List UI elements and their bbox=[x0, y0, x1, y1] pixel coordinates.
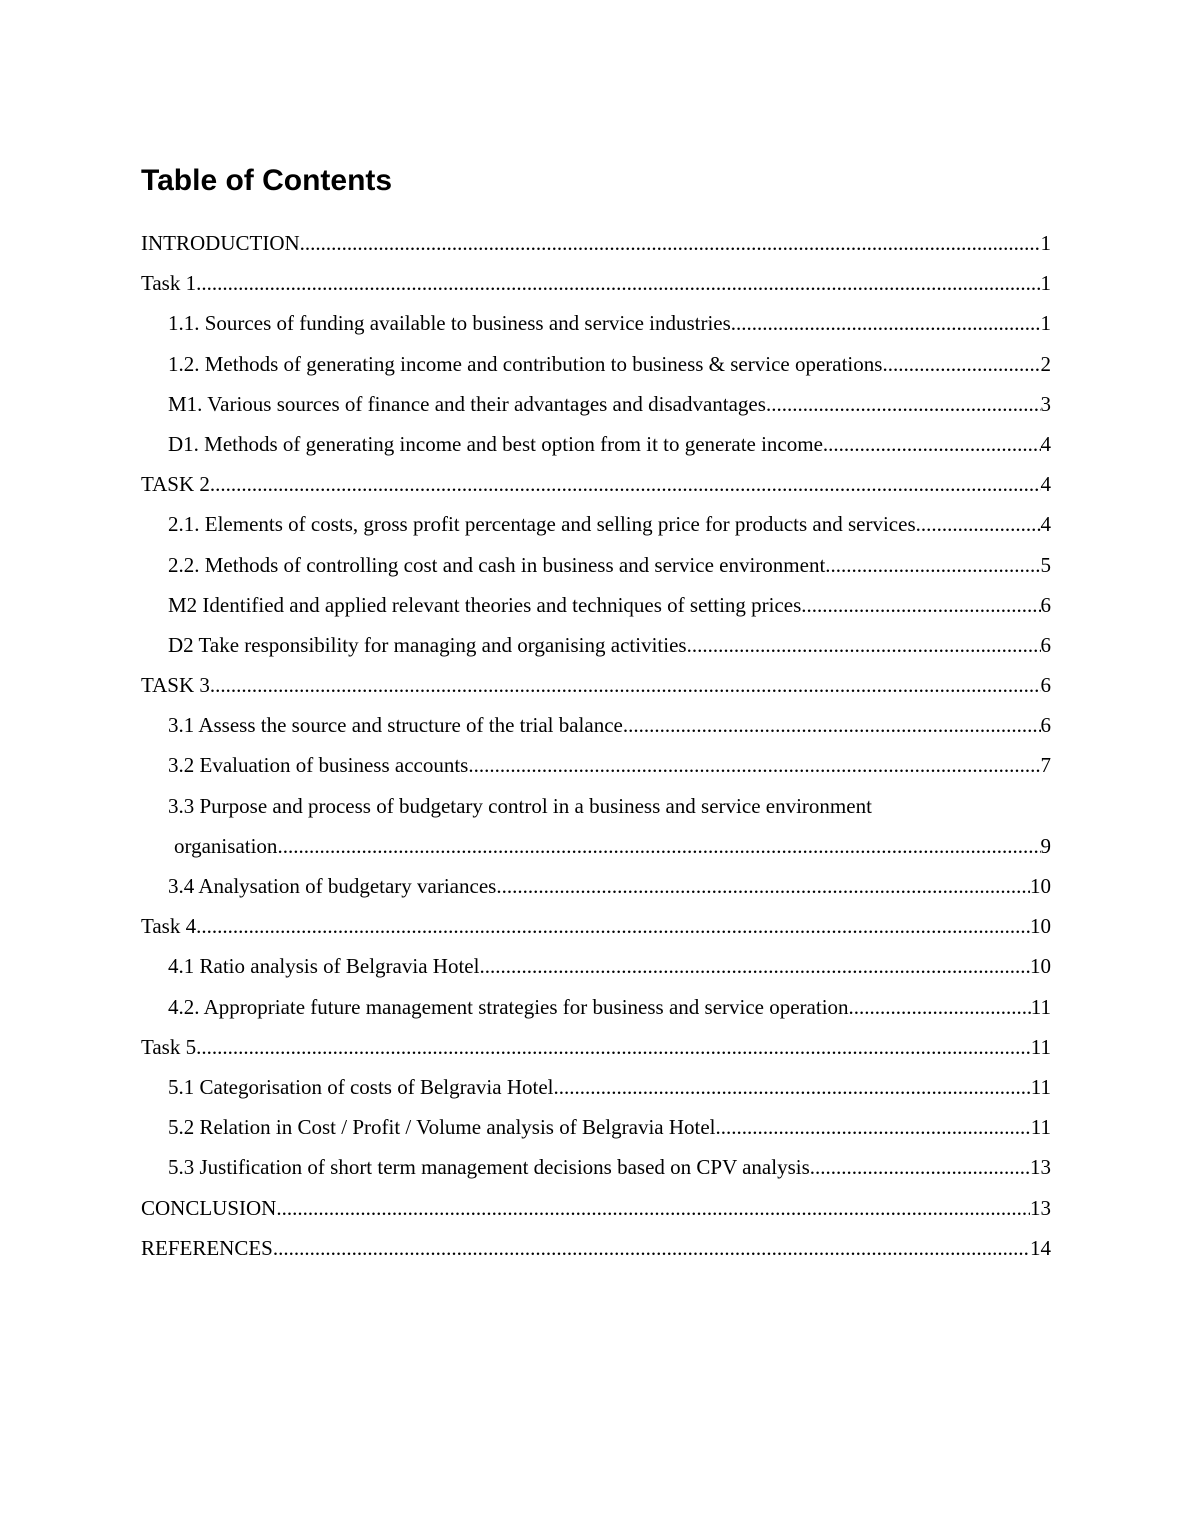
toc-entry-text: D2 Take responsibility for managing and organising activities bbox=[168, 632, 687, 657]
dot-leader bbox=[716, 1107, 1031, 1147]
toc-entry[interactable] bbox=[141, 223, 1051, 263]
toc-entry[interactable] bbox=[141, 745, 1051, 785]
dot-leader bbox=[276, 1188, 1030, 1228]
toc-entry-text: TASK 3 bbox=[141, 673, 210, 698]
toc-page-number: 10 bbox=[1030, 874, 1051, 899]
toc-page-number: 3 bbox=[1040, 391, 1051, 416]
toc-entry[interactable] bbox=[141, 906, 1051, 946]
toc-page-number: 6 bbox=[1040, 673, 1051, 698]
dot-leader bbox=[496, 866, 1030, 906]
toc-entry[interactable] bbox=[141, 424, 1051, 464]
toc-entry-text: 4.2. Appropriate future management strategies for business and service operation bbox=[168, 994, 849, 1019]
toc-entry-text: 4.1 Ratio analysis of Belgravia Hotel bbox=[168, 954, 480, 979]
toc-page-number: 6 bbox=[1040, 713, 1051, 738]
toc-page-number: 4 bbox=[1040, 431, 1051, 456]
toc-entry-text: TASK 2 bbox=[141, 472, 210, 497]
dot-leader bbox=[849, 987, 1031, 1027]
toc-entry[interactable] bbox=[141, 705, 1051, 745]
toc-entry-text: CONCLUSION bbox=[141, 1195, 277, 1220]
toc-entry[interactable] bbox=[141, 344, 1051, 384]
toc-page-number: 2 bbox=[1040, 351, 1051, 376]
toc-entry[interactable] bbox=[141, 1027, 1051, 1067]
dot-leader bbox=[210, 464, 1041, 504]
toc-entry-text: 5.3 Justification of short term management decisions based on CPV analysis bbox=[168, 1155, 810, 1180]
toc-entry[interactable] bbox=[141, 866, 1051, 906]
toc-page-number: 13 bbox=[1030, 1195, 1051, 1220]
dot-leader bbox=[823, 424, 1041, 464]
toc-list bbox=[141, 223, 1051, 1268]
toc-entry-text: 3.2 Evaluation of business accounts bbox=[168, 753, 469, 778]
toc-page-number: 1 bbox=[1040, 271, 1051, 296]
toc-entry[interactable] bbox=[141, 665, 1051, 705]
toc-page-number: 9 bbox=[1040, 833, 1051, 858]
toc-entry[interactable] bbox=[141, 1228, 1051, 1268]
toc-entry-text: 2.2. Methods of controlling cost and cash in business and service environment bbox=[168, 552, 826, 577]
toc-page-number: 10 bbox=[1030, 954, 1051, 979]
toc-page-number: 11 bbox=[1030, 994, 1051, 1019]
toc-entry[interactable] bbox=[141, 545, 1051, 585]
toc-entry-text: D1. Methods of generating income and best option from it to generate income bbox=[168, 431, 823, 456]
toc-entry-text-continued: organisation bbox=[174, 833, 278, 858]
dot-leader bbox=[273, 1228, 1030, 1268]
dot-leader bbox=[731, 303, 1041, 343]
toc-entry[interactable] bbox=[141, 263, 1051, 303]
toc-entry[interactable] bbox=[141, 1147, 1051, 1187]
toc-entry[interactable] bbox=[141, 786, 1051, 866]
toc-entry[interactable] bbox=[141, 585, 1051, 625]
dot-leader bbox=[210, 665, 1041, 705]
toc-entry[interactable] bbox=[141, 625, 1051, 665]
dot-leader bbox=[825, 545, 1040, 585]
dot-leader bbox=[196, 1027, 1031, 1067]
toc-page-number: 1 bbox=[1040, 311, 1051, 336]
toc-entry-text: M2 Identified and applied relevant theories and techniques of setting prices bbox=[168, 592, 802, 617]
dot-leader bbox=[801, 585, 1040, 625]
toc-entry-text: 5.1 Categorisation of costs of Belgravia Hotel bbox=[168, 1074, 554, 1099]
toc-entry[interactable] bbox=[141, 504, 1051, 544]
toc-page-number: 11 bbox=[1030, 1115, 1051, 1140]
toc-page-number: 11 bbox=[1030, 1074, 1051, 1099]
dot-leader bbox=[196, 263, 1040, 303]
toc-page-number: 13 bbox=[1030, 1155, 1051, 1180]
toc-entry-text: M1. Various sources of finance and their advantages and disadvantages bbox=[168, 391, 766, 416]
toc-entry[interactable] bbox=[141, 1107, 1051, 1147]
toc-entry[interactable] bbox=[141, 303, 1051, 343]
toc-entry[interactable] bbox=[141, 946, 1051, 986]
toc-page-number: 6 bbox=[1040, 632, 1051, 657]
dot-leader bbox=[766, 384, 1041, 424]
toc-entry-text: 2.1. Elements of costs, gross profit percentage and selling price for products and services bbox=[168, 512, 916, 537]
dot-leader bbox=[554, 1067, 1031, 1107]
toc-page-number: 4 bbox=[1040, 512, 1051, 537]
toc-entry-text: 3.1 Assess the source and structure of the trial balance bbox=[168, 713, 623, 738]
toc-page-number: 11 bbox=[1030, 1034, 1051, 1059]
toc-entry[interactable] bbox=[141, 1188, 1051, 1228]
dot-leader bbox=[687, 625, 1041, 665]
toc-entry[interactable] bbox=[141, 384, 1051, 424]
dot-leader bbox=[882, 344, 1040, 384]
toc-title: Table of Contents bbox=[141, 164, 393, 197]
toc-entry-text: REFERENCES bbox=[141, 1235, 273, 1260]
toc-entry-text: Task 4 bbox=[141, 914, 197, 939]
dot-leader bbox=[300, 223, 1041, 263]
dot-leader bbox=[810, 1147, 1030, 1187]
dot-leader bbox=[916, 504, 1041, 544]
toc-entry-text: 1.1. Sources of funding available to business and service industries bbox=[168, 311, 731, 336]
toc-entry-text: INTRODUCTION bbox=[141, 231, 300, 255]
toc-entry[interactable] bbox=[141, 1067, 1051, 1107]
dot-leader bbox=[468, 745, 1040, 785]
dot-leader bbox=[479, 946, 1030, 986]
toc-page-number: 6 bbox=[1040, 592, 1051, 617]
toc-entry-text: 3.4 Analysation of budgetary variances bbox=[168, 874, 497, 899]
toc-page-number: 1 bbox=[1040, 231, 1051, 255]
toc-entry[interactable] bbox=[141, 464, 1051, 504]
dot-leader bbox=[196, 906, 1030, 946]
toc-page-number: 5 bbox=[1040, 552, 1051, 577]
toc-page-number: 4 bbox=[1040, 472, 1051, 497]
toc-entry-text: Task 1 bbox=[141, 271, 197, 296]
toc-entry-text: Task 5 bbox=[141, 1034, 197, 1059]
toc-entry-text: 5.2 Relation in Cost / Profit / Volume analysis of Belgravia Hotel bbox=[168, 1115, 716, 1140]
toc-page-number: 7 bbox=[1040, 753, 1051, 778]
dot-leader bbox=[623, 705, 1041, 745]
toc-entry-text: 3.3 Purpose and process of budgetary control in a business and service environment bbox=[168, 793, 872, 818]
toc-page-number: 14 bbox=[1030, 1235, 1051, 1260]
toc-entry-text: 1.2. Methods of generating income and contribution to business & service operations bbox=[168, 351, 883, 376]
dot-leader bbox=[277, 826, 1040, 866]
toc-page-number: 10 bbox=[1030, 914, 1051, 939]
toc-entry[interactable] bbox=[141, 987, 1051, 1027]
